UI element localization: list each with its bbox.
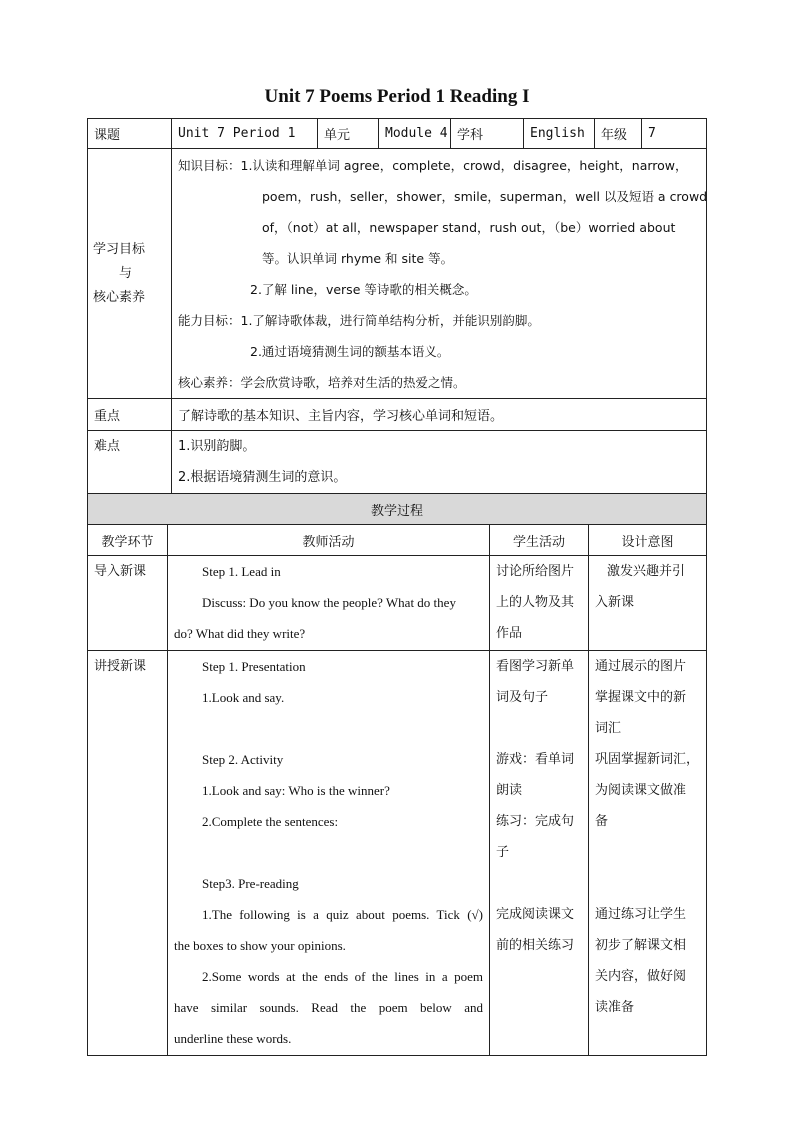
design-line: 巩固掌握新词汇， [595, 752, 700, 767]
student-line: 朗读 [496, 783, 523, 798]
goals-label-line-2: 与 [119, 265, 133, 281]
design-line: 备 [595, 814, 609, 829]
design-line: 读准备 [595, 1000, 635, 1015]
header-teacher: 教师活动 [168, 525, 490, 556]
design-line: 激发兴趣并引 [607, 564, 686, 579]
teacher-line: do? What did they write? [174, 626, 306, 641]
goals-label [88, 149, 172, 399]
difficulties-content [172, 431, 707, 494]
teach-teacher-cell [168, 651, 490, 1056]
intro-student-cell [490, 556, 589, 651]
teacher-line: underline these words. [174, 1031, 292, 1046]
goals-line: 核心素养：学会欣赏诗歌，培养对生活的热爱之情。 [178, 375, 466, 390]
student-line: 练习：完成句 [496, 814, 575, 829]
grade-label: 年级 [595, 119, 642, 149]
teacher-line [174, 713, 483, 744]
design-line: 词汇 [595, 721, 622, 736]
design-line: 通过展示的图片 [595, 659, 687, 674]
difficulties-label-cell [88, 431, 172, 494]
teacher-line: 1.Look and say. [202, 690, 285, 705]
goals-line: 2.了解 line，verse 等诗歌的相关概念。 [250, 282, 477, 297]
difficulty-line: 2.根据语境猜测生词的意识。 [178, 470, 347, 485]
teacher-line: 2.Complete the sentences: [202, 814, 339, 829]
grade-value: 7 [642, 119, 707, 149]
student-line: 游戏：看单词 [496, 752, 575, 767]
design-line: 入新课 [595, 595, 635, 610]
student-line: 讨论所给图片 [496, 564, 575, 579]
document-title: Unit 7 Poems Period 1 Reading I [264, 86, 530, 107]
subject-label: 学科 [451, 119, 524, 149]
lesson-info-table [87, 118, 707, 494]
teacher-line [174, 837, 483, 868]
design-line [595, 837, 700, 868]
teacher-line: Step3. Pre-reading [202, 876, 299, 891]
difficulty-line: 1.识别韵脚。 [178, 439, 256, 454]
teacher-line: 1.The following is a quiz about poems. Tick (√) [202, 907, 483, 922]
student-line: 完成阅读课文 [496, 907, 575, 922]
header-student: 学生活动 [490, 525, 589, 556]
goals-content [172, 149, 707, 399]
intro-stage: 导入新课 [94, 564, 147, 579]
process-title: 教学过程 [88, 494, 707, 525]
teacher-line: have similar sounds. Read the poem below and [174, 1000, 483, 1015]
design-line: 初步了解课文相 [595, 938, 687, 953]
intro-design-cell [589, 556, 707, 651]
teacher-line: Discuss: Do you know the people? What do they [202, 595, 456, 610]
teacher-line: Step 1. Lead in [202, 564, 281, 579]
teacher-line: 2.Some words at the ends of the lines in a poem [202, 969, 483, 984]
design-line: 为阅读课文做准 [595, 783, 687, 798]
design-line: 掌握课文中的新 [595, 690, 687, 705]
teach-stage: 讲授新课 [94, 659, 147, 674]
intro-teacher-cell [168, 556, 490, 651]
goals-line: 等。认识单词 rhyme 和 site 等。 [262, 251, 454, 266]
student-line: 作品 [496, 626, 523, 641]
goals-line: poem，rush，seller，shower，smile，superman，well 以及短语 a crowd [262, 189, 708, 204]
goals-label-line-3: 核心素养 [93, 289, 146, 305]
student-line: 前的相关练习 [496, 938, 575, 953]
design-line: 通过练习让学生 [595, 907, 687, 922]
teach-student-cell [490, 651, 589, 1056]
student-line: 看图学习新单 [496, 659, 575, 674]
goals-line: of，（not）at all，newspaper stand，rush out，（be）worried about [262, 220, 676, 235]
teach-design-cell [589, 651, 707, 1056]
header-design: 设计意图 [589, 525, 707, 556]
intro-stage-cell [88, 556, 168, 651]
teacher-line: the boxes to show your opinions. [174, 938, 346, 953]
teaching-process-table [87, 493, 707, 1056]
teacher-line: Step 2. Activity [202, 752, 284, 767]
student-line [496, 868, 582, 899]
key-points-label: 重点 [88, 399, 172, 431]
topic-label: 课题 [88, 119, 172, 149]
student-line: 词及句子 [496, 690, 549, 705]
student-line: 上的人物及其 [496, 595, 575, 610]
teach-stage-cell [88, 651, 168, 1056]
student-line: 子 [496, 845, 510, 860]
teacher-line: 1.Look and say: Who is the winner? [202, 783, 390, 798]
design-line: 关内容，做好阅 [595, 969, 687, 984]
difficulties-label: 难点 [94, 439, 121, 454]
goals-line: 知识目标：1.认读和理解单词 agree，complete，crowd，disagree，height，narrow， [178, 158, 688, 173]
teacher-line: Step 1. Presentation [202, 659, 306, 674]
goals-line: 能力目标：1.了解诗歌体裁，进行简单结构分析，并能识别韵脚。 [178, 313, 540, 328]
unit-value: Module 4 [379, 119, 451, 149]
design-line [595, 868, 700, 899]
topic-value: Unit 7 Period 1 [172, 119, 318, 149]
goals-line: 2.通过语境猜测生词的额基本语义。 [250, 344, 450, 359]
goals-label-line-1: 学习目标 [93, 241, 146, 257]
key-points-text: 了解诗歌的基本知识、主旨内容，学习核心单词和短语。 [172, 399, 707, 431]
header-stage: 教学环节 [88, 525, 168, 556]
unit-label: 单元 [318, 119, 379, 149]
subject-value: English [524, 119, 595, 149]
student-line [496, 713, 582, 744]
